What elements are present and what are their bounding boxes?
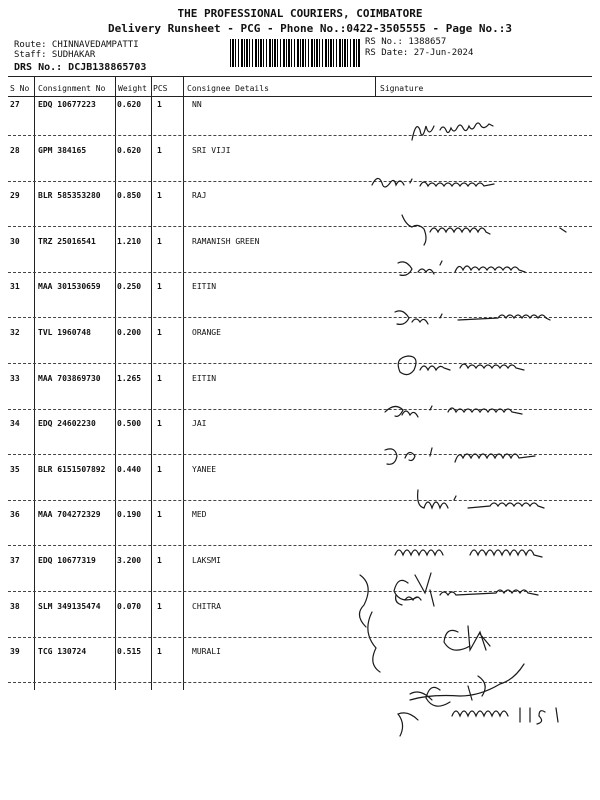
staff-label: Staff: SUDHAKAR — [14, 50, 96, 60]
row-consignee: JAI — [192, 419, 207, 428]
row-consignee: EITIN — [192, 282, 217, 291]
row-sno: 37 — [10, 556, 20, 565]
row-sno: 33 — [10, 374, 20, 383]
row-pcs: 1 — [157, 282, 162, 291]
col-header-pcs: PCS — [153, 84, 168, 93]
row-consignment-no: BLR 6151507892 — [38, 465, 106, 474]
col-header-consignee: Consignee Details — [187, 84, 269, 93]
row-sno: 32 — [10, 328, 20, 337]
row-pcs: 1 — [157, 328, 162, 337]
row-pcs: 1 — [157, 100, 162, 109]
row-sno: 39 — [10, 647, 20, 656]
col-header-consignment: Consignment No — [38, 84, 106, 93]
row-sno: 36 — [10, 510, 20, 519]
row-consignee: RAJ — [192, 191, 207, 200]
row-consignment-no: MAA 301530659 — [38, 282, 101, 291]
row-pcs: 1 — [157, 419, 162, 428]
row-consignment-no: BLR 585353280 — [38, 191, 101, 200]
row-weight: 0.515 — [117, 647, 142, 656]
row-pcs: 1 — [157, 647, 162, 656]
row-consignee: SRI VIJI — [192, 146, 231, 155]
col-header-weight: Weight — [118, 84, 147, 93]
row-sno: 30 — [10, 237, 20, 246]
row-pcs: 1 — [157, 191, 162, 200]
row-weight: 0.440 — [117, 465, 142, 474]
rs-date: RS Date: 27-Jun-2024 — [365, 48, 474, 58]
row-sno: 34 — [10, 419, 20, 428]
row-consignee: ORANGE — [192, 328, 221, 337]
row-sno: 27 — [10, 100, 20, 109]
row-weight: 0.190 — [117, 510, 142, 519]
row-consignment-no: TCG 130724 — [38, 647, 87, 656]
row-sno: 28 — [10, 146, 20, 155]
row-pcs: 1 — [157, 465, 162, 474]
row-sno: 31 — [10, 282, 20, 291]
row-weight: 1.210 — [117, 237, 142, 246]
row-consignment-no: SLM 349135474 — [38, 602, 101, 611]
row-weight: 1.265 — [117, 374, 142, 383]
row-consignee: MED — [192, 510, 207, 519]
row-consignee: YANEE — [192, 465, 217, 474]
row-consignee: LAKSMI — [192, 556, 221, 565]
row-consignment-no: MAA 703869730 — [38, 374, 101, 383]
rs-number: RS No.: 1388657 — [365, 37, 447, 47]
row-consignee: NN — [192, 100, 202, 109]
row-pcs: 1 — [157, 602, 162, 611]
row-weight: 0.070 — [117, 602, 142, 611]
row-consignment-no: TVL 1960748 — [38, 328, 91, 337]
row-weight: 0.620 — [117, 100, 142, 109]
row-consignee: CHITRA — [192, 602, 221, 611]
row-pcs: 1 — [157, 556, 162, 565]
row-consignee: EITIN — [192, 374, 217, 383]
row-weight: 0.620 — [117, 146, 142, 155]
col-header-sno: S No — [10, 84, 30, 93]
row-sno: 29 — [10, 191, 20, 200]
row-weight: 0.500 — [117, 419, 142, 428]
row-weight: 3.200 — [117, 556, 142, 565]
row-consignment-no: EDQ 24602230 — [38, 419, 96, 428]
row-pcs: 1 — [157, 510, 162, 519]
page-title: THE PROFESSIONAL COURIERS, COIMBATORE — [177, 7, 423, 20]
row-consignment-no: TRZ 25016541 — [38, 237, 96, 246]
row-weight: 0.850 — [117, 191, 142, 200]
row-consignee: MURALI — [192, 647, 221, 656]
row-sno: 38 — [10, 602, 20, 611]
col-header-signature: Signature — [380, 84, 424, 93]
row-consignment-no: EDQ 10677223 — [38, 100, 96, 109]
row-consignment-no: MAA 704272329 — [38, 510, 101, 519]
row-pcs: 1 — [157, 237, 162, 246]
route-label: Route: CHINNAVEDAMPATTI — [14, 40, 139, 50]
drs-number: DRS No.: DCJB138865703 — [14, 62, 147, 73]
row-weight: 0.200 — [117, 328, 142, 337]
row-sno: 35 — [10, 465, 20, 474]
row-weight: 0.250 — [117, 282, 142, 291]
row-consignee: RAMANISH GREEN — [192, 237, 260, 246]
row-pcs: 1 — [157, 146, 162, 155]
row-consignment-no: GPM 384165 — [38, 146, 87, 155]
row-pcs: 1 — [157, 374, 162, 383]
runsheet-subtitle: Delivery Runsheet - PCG - Phone No.:0422-3505555 - Page No.:3 — [108, 22, 512, 35]
row-consignment-no: EDQ 10677319 — [38, 556, 96, 565]
